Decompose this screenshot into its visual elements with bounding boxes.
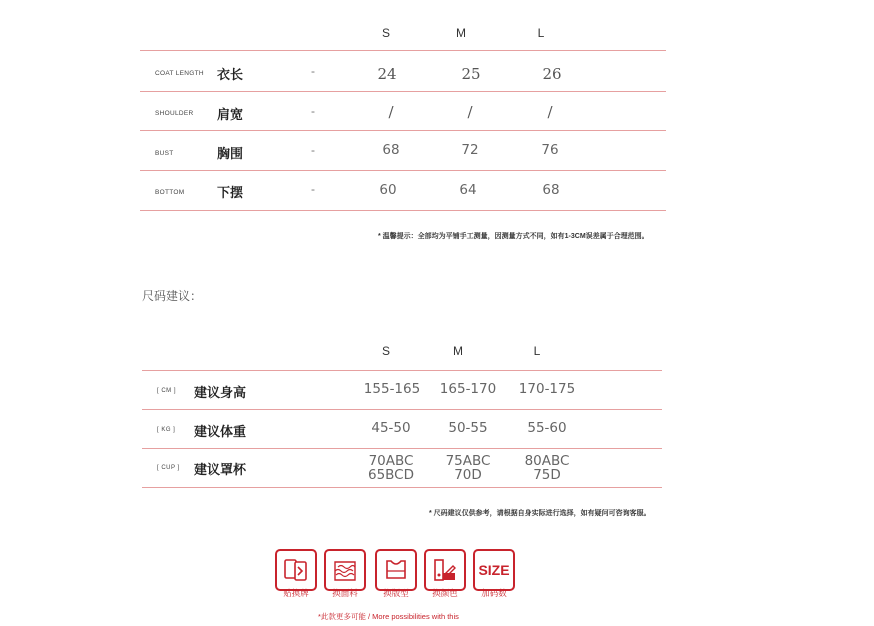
- table-cell: 165-170: [439, 381, 497, 397]
- row-dash: -: [311, 143, 315, 157]
- table-cell: 155-165: [363, 381, 421, 397]
- row-label-cn: 衣长: [217, 67, 244, 82]
- row-label-cn: 下摆: [217, 185, 244, 200]
- recommend-note: * 尺码建议仅供参考，请根据自身实际进行选择，如有疑问可咨询客服。: [429, 510, 651, 517]
- size-header-l: L: [533, 344, 541, 358]
- table-cell: 50-55: [448, 420, 488, 436]
- unit-label: [ CM ]: [157, 388, 176, 394]
- table-cell: 26: [542, 65, 562, 83]
- row-dash: -: [311, 182, 315, 196]
- table-divider: [142, 370, 662, 371]
- table-divider: [140, 130, 666, 131]
- table-cell: 75ABC: [445, 453, 491, 469]
- size-header-s: S: [381, 344, 390, 358]
- row-dash: -: [311, 104, 315, 118]
- recommend-title: 尺码建议：: [142, 289, 203, 303]
- table-divider: [142, 448, 662, 449]
- table-cell: 60: [379, 182, 397, 198]
- service-label: 加码数: [481, 588, 507, 598]
- table-divider: [142, 487, 662, 488]
- recommend-label: 建议罩杯: [194, 462, 247, 477]
- table-cell: 64: [459, 182, 477, 198]
- row-label-en: SHOULDER: [155, 110, 194, 117]
- table-cell: 24: [377, 65, 397, 83]
- measurement-note: * 温馨提示：全部均为平铺手工测量，因测量方式不同，如有1-3CM误差属于合理范围。: [378, 233, 649, 240]
- table-divider: [140, 91, 666, 92]
- table-cell: 68: [382, 142, 400, 158]
- service-label: 贴换牌: [283, 588, 309, 598]
- row-label-en: BUST: [155, 150, 174, 157]
- table-cell: 76: [541, 142, 559, 158]
- unit-label: [ CUP ]: [157, 465, 180, 471]
- size-header-m: M: [453, 344, 463, 358]
- tag-swap-icon: [275, 549, 317, 591]
- fabric-icon: [324, 549, 366, 591]
- table-cell: /: [547, 103, 553, 121]
- table-divider: [142, 409, 662, 410]
- row-label-cn: 肩宽: [217, 107, 244, 122]
- size-header-l: L: [537, 26, 545, 40]
- table-cell: 65BCD: [367, 467, 415, 483]
- size-header-m: M: [456, 26, 466, 40]
- table-cell: 45-50: [371, 420, 411, 436]
- table-cell: /: [388, 103, 394, 121]
- garment-pattern-icon: [375, 549, 417, 591]
- table-divider: [140, 170, 666, 171]
- table-cell: 170-175: [518, 381, 576, 397]
- unit-label: [ KG ]: [157, 427, 176, 433]
- row-label-en: COAT LENGTH: [155, 70, 204, 77]
- row-label-en: BOTTOM: [155, 189, 185, 196]
- service-label: 换颜色: [432, 588, 458, 598]
- possibilities-note: *此款更多可能 / More possibilities with this: [318, 612, 459, 621]
- table-divider: [140, 50, 666, 51]
- table-cell: /: [467, 103, 473, 121]
- table-divider: [140, 210, 666, 211]
- table-cell: 70ABC: [368, 453, 414, 469]
- service-label: 换面料: [332, 588, 358, 598]
- table-cell: 80ABC: [524, 453, 570, 469]
- recommend-label: 建议身高: [194, 385, 247, 400]
- table-cell: 25: [461, 65, 481, 83]
- table-cell: 55-60: [527, 420, 567, 436]
- row-label-cn: 胸围: [217, 146, 244, 161]
- size-icon-text: SIZE: [478, 562, 510, 578]
- size-icon: [473, 549, 515, 591]
- service-label: 换版型: [383, 588, 409, 598]
- table-cell: 75D: [533, 467, 561, 483]
- color-swatch-icon: [424, 549, 466, 591]
- recommend-label: 建议体重: [194, 424, 247, 439]
- table-cell: 68: [542, 182, 560, 198]
- row-dash: -: [311, 64, 315, 78]
- size-header-s: S: [381, 26, 390, 40]
- table-cell: 72: [461, 142, 479, 158]
- table-cell: 70D: [454, 467, 482, 483]
